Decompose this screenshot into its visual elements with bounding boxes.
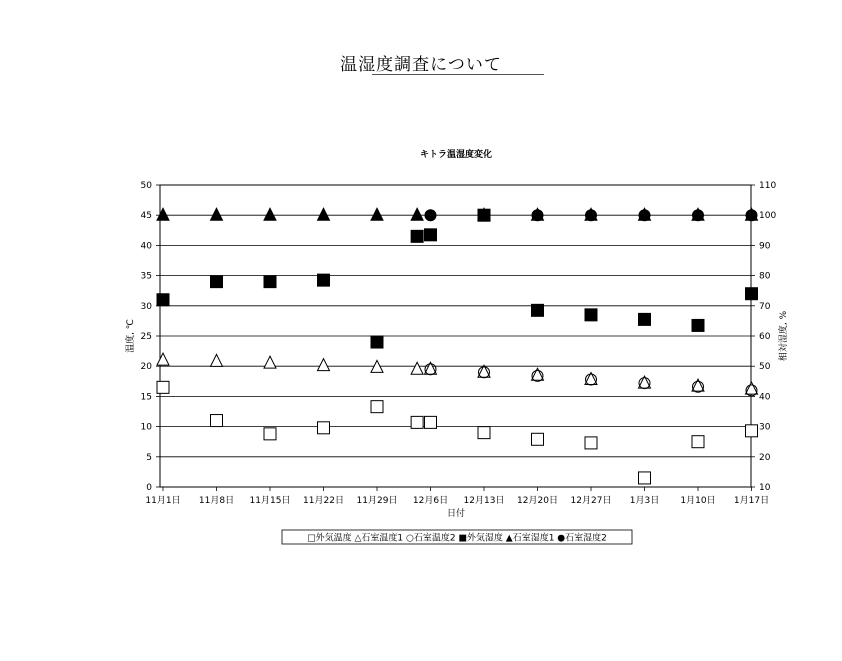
data-point-square: [411, 230, 423, 242]
y-tick-label: 30: [140, 301, 152, 312]
data-point-square: [411, 416, 423, 428]
data-point-circle: [532, 210, 543, 221]
x-tick-label: 12月27日: [570, 496, 612, 506]
data-point-square: [211, 415, 223, 427]
data-point-circle: [693, 210, 704, 221]
x-tick-label: 1月3日: [629, 496, 660, 506]
x-tick-label: 11月1日: [145, 496, 181, 506]
data-point-square: [157, 294, 169, 306]
data-point-triangle: [157, 208, 169, 220]
data-point-triangle: [211, 354, 223, 366]
data-point-square: [639, 313, 651, 325]
data-point-triangle: [411, 208, 423, 220]
data-point-triangle: [157, 353, 169, 365]
x-tick-label: 1月10日: [680, 496, 716, 506]
data-point-square: [318, 422, 330, 434]
data-point-square: [585, 437, 597, 449]
legend-text: □外気温度 △石室温度1 ○石室温度2 ■外気湿度 ▲石室湿度1 ●石室湿度2: [307, 533, 607, 544]
data-point-square: [585, 309, 597, 321]
data-point-square: [211, 276, 223, 288]
y2-tick-label: 80: [759, 271, 771, 282]
data-point-square: [639, 472, 651, 484]
left-axis-ticks: [141, 181, 160, 493]
data-point-triangle: [318, 208, 330, 220]
y-tick-label: 50: [140, 181, 152, 191]
x-tick-label: 11月22日: [303, 496, 344, 506]
y-tick-label: 0: [146, 483, 152, 493]
right-axis-ticks: [751, 181, 776, 493]
x-axis-ticks: [145, 487, 769, 506]
page-title: 温湿度調査について: [340, 55, 502, 75]
y-tick-label: 15: [140, 392, 152, 403]
x-tick-label: 12月20日: [517, 496, 558, 506]
data-point-triangle: [264, 208, 276, 220]
data-point-square: [746, 288, 758, 300]
data-point-square: [532, 304, 544, 316]
x-tick-label: 11月8日: [198, 496, 235, 506]
y2-axis-title: 相対湿度, %: [779, 310, 789, 362]
y2-tick-label: 70: [759, 301, 771, 312]
data-point-triangle: [746, 382, 758, 394]
data-point-triangle: [211, 208, 223, 220]
y-tick-label: 25: [140, 332, 152, 342]
y-tick-label: 35: [140, 271, 152, 282]
data-point-square: [264, 428, 276, 440]
data-point-square: [692, 436, 704, 448]
y-tick-label: 45: [140, 211, 152, 222]
data-point-square: [425, 229, 437, 241]
y-tick-label: 40: [140, 241, 152, 252]
data-markers: [157, 208, 758, 484]
data-point-circle: [639, 210, 650, 221]
y2-tick-label: 90: [759, 241, 771, 252]
data-point-triangle: [371, 208, 383, 220]
y2-tick-label: 30: [759, 422, 771, 433]
data-point-square: [371, 401, 383, 413]
data-point-square: [264, 276, 276, 288]
y-axis-title: 温度, ℃: [126, 319, 136, 353]
y-tick-label: 20: [140, 362, 152, 373]
y2-tick-label: 110: [759, 181, 777, 191]
data-point-triangle: [318, 359, 330, 371]
data-point-square: [532, 433, 544, 445]
y2-tick-label: 50: [759, 362, 771, 373]
data-point-triangle: [264, 356, 276, 368]
y2-tick-label: 60: [759, 332, 771, 342]
data-point-square: [157, 381, 169, 393]
y-tick-label: 5: [146, 452, 152, 463]
x-axis-title: 日付: [446, 509, 466, 519]
data-point-square: [692, 319, 704, 331]
y2-tick-label: 20: [759, 452, 771, 463]
data-point-square: [478, 427, 490, 439]
y-tick-label: 10: [140, 422, 152, 433]
gridlines: [160, 215, 751, 457]
data-point-square: [371, 336, 383, 348]
y2-tick-label: 100: [759, 211, 777, 222]
y2-tick-label: 10: [759, 483, 771, 493]
data-point-circle: [586, 210, 597, 221]
x-tick-label: 1月17日: [733, 496, 770, 506]
data-point-square: [318, 274, 330, 286]
data-point-square: [425, 416, 437, 428]
data-point-square: [746, 425, 758, 437]
data-point-triangle: [411, 362, 423, 374]
x-tick-label: 11月15日: [249, 496, 291, 506]
data-point-circle: [425, 210, 436, 221]
x-tick-label: 12月6日: [412, 496, 449, 506]
x-tick-label: 12月13日: [463, 496, 505, 506]
chart-title: キトラ温湿度変化: [419, 150, 493, 160]
data-point-circle: [746, 210, 757, 221]
y2-tick-label: 40: [759, 392, 771, 403]
x-tick-label: 11月29日: [356, 496, 398, 506]
